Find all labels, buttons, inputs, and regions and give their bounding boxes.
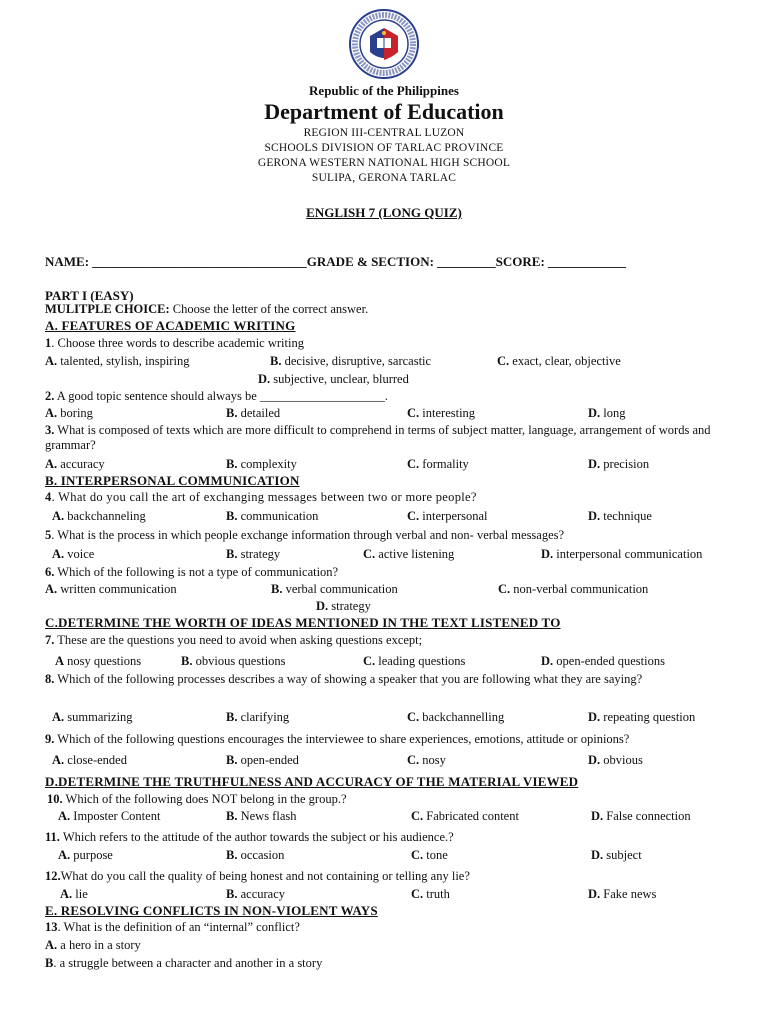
section-e-heading: E. RESOLVING CONFLICTS IN NON-VIOLENT WAYS <box>45 903 378 918</box>
question-9: 9. Which of the following questions encourages the interviewee to share experiences, emotions, attitude or opinions? <box>45 732 630 746</box>
q1-option-b[interactable]: B. decisive, disruptive, sarcastic <box>270 354 432 368</box>
q10-option-c[interactable]: C. Fabricated content <box>411 809 519 823</box>
q2-option-d[interactable]: D. long <box>588 406 626 420</box>
score-field[interactable]: SCORE: ____________ <box>495 254 627 269</box>
quiz-title: ENGLISH 7 (LONG QUIZ) <box>306 205 462 220</box>
section-d-heading: D.DETERMINE THE TRUTHFULNESS AND ACCURACY OF THE MATERIAL VIEWED <box>45 774 579 789</box>
q13-option-a[interactable]: A. a hero in a story <box>45 938 141 952</box>
question-8: 8. Which of the following processes describes a way of showing a speaker that you are following what they are saying? <box>45 672 643 686</box>
q1-option-a[interactable]: A. talented, stylish, inspiring <box>45 354 190 368</box>
question-7: 7. These are the questions you need to avoid when asking questions except; <box>45 633 423 647</box>
q5-option-b[interactable]: B. strategy <box>226 547 281 561</box>
q13-option-b[interactable]: B. a struggle between a character and another in a story <box>45 956 323 970</box>
section-c-heading: C.DETERMINE THE WORTH OF IDEAS MENTIONED IN THE TEXT LISTENED TO <box>45 615 561 630</box>
q3-option-d[interactable]: D. precision <box>588 457 650 471</box>
question-3: 3. What is composed of texts which are more difficult to comprehend in terms of subject matter, language, arrangement of words and grammar? <box>45 423 711 452</box>
q11-option-a[interactable]: A. purpose <box>58 848 113 862</box>
q1-option-c[interactable]: C. exact, clear, objective <box>497 354 621 368</box>
question-5: 5. What is the process in which people exchange information through verbal and non- verbal messages? <box>45 528 565 542</box>
q12-option-b[interactable]: B. accuracy <box>226 887 285 901</box>
q5-option-d[interactable]: D. interpersonal communication <box>541 547 703 561</box>
q2-option-a[interactable]: A. boring <box>45 406 93 420</box>
q6-option-b[interactable]: B. verbal communication <box>271 582 398 596</box>
q5-option-a[interactable]: A. voice <box>52 547 95 561</box>
q5-option-c[interactable]: C. active listening <box>363 547 455 561</box>
q7-option-b[interactable]: B. obvious questions <box>181 654 286 668</box>
question-2: 2. A good topic sentence should always be ____________________. <box>45 389 389 403</box>
q9-option-b[interactable]: B. open-ended <box>226 753 299 767</box>
q4-option-d[interactable]: D. technique <box>588 509 652 523</box>
division-line: SCHOOLS DIVISION OF TARLAC PROVINCE <box>264 142 504 154</box>
mc-label: MULITPLE CHOICE: <box>45 302 170 316</box>
q4-option-c[interactable]: C. interpersonal <box>407 509 488 523</box>
q7-option-a[interactable]: A nosy questions <box>55 654 142 668</box>
school-line: GERONA WESTERN NATIONAL HIGH SCHOOL <box>257 157 511 169</box>
q2-option-c[interactable]: C. interesting <box>407 406 476 420</box>
q2-option-b[interactable]: B. detailed <box>226 406 281 420</box>
question-4: 4. What do you call the art of exchanging messages between two or more people? <box>45 490 477 504</box>
name-field[interactable]: NAME: _________________________________ <box>45 254 307 269</box>
q12-option-d[interactable]: D. Fake news <box>588 887 657 901</box>
q6-option-a[interactable]: A. written communication <box>45 582 177 596</box>
q10-option-a[interactable]: A. Imposter Content <box>58 809 161 823</box>
mc-instruction-line <box>45 302 368 317</box>
q6-option-c[interactable]: C. non-verbal communication <box>498 582 649 596</box>
question-1: 1. Choose three words to describe academic writing <box>45 336 304 350</box>
q4-option-a[interactable]: A. backchanneling <box>52 509 146 523</box>
section-b-heading: B. INTERPERSONAL COMMUNICATION <box>45 473 300 488</box>
q11-option-d[interactable]: D. subject <box>591 848 642 862</box>
student-info-line <box>45 254 626 269</box>
region-line: REGION III-CENTRAL LUZON <box>303 127 465 139</box>
address-line: SULIPA, GERONA TARLAC <box>311 172 457 184</box>
republic-heading: Republic of the Philippines <box>309 83 459 98</box>
q3-option-b[interactable]: B. complexity <box>226 457 297 471</box>
q8-option-d[interactable]: D. repeating question <box>588 710 696 724</box>
q12-option-a[interactable]: A. lie <box>60 887 88 901</box>
q3-option-a[interactable]: A. accuracy <box>45 457 105 471</box>
mc-instruction: Choose the letter of the correct answer. <box>172 302 369 316</box>
q11-option-c[interactable]: C. tone <box>411 848 448 862</box>
q6-option-d[interactable]: D. strategy <box>316 599 371 613</box>
question-12: 12.What do you call the quality of being honest and not containing or telling any lie? <box>45 869 470 883</box>
q8-option-c[interactable]: C. backchannelling <box>407 710 505 724</box>
q8-option-b[interactable]: B. clarifying <box>226 710 290 724</box>
q12-option-c[interactable]: C. truth <box>411 887 450 901</box>
grade-section-field[interactable]: GRADE & SECTION: _________ <box>306 254 496 269</box>
q9-option-a[interactable]: A. close-ended <box>52 753 127 767</box>
question-6: 6. Which of the following is not a type of communication? <box>45 565 339 579</box>
q10-option-d[interactable]: D. False connection <box>591 809 691 823</box>
q1-option-d[interactable]: D. subjective, unclear, blurred <box>258 372 409 386</box>
q10-option-b[interactable]: B. News flash <box>226 809 297 823</box>
question-10: 10. Which of the following does NOT belong in the group.? <box>47 792 347 806</box>
q4-option-b[interactable]: B. communication <box>226 509 319 523</box>
q3-option-c[interactable]: C. formality <box>407 457 469 471</box>
deped-seal-icon <box>348 8 420 80</box>
question-11: 11. Which refers to the attitude of the author towards the subject or his audience.? <box>45 830 454 844</box>
q9-option-c[interactable]: C. nosy <box>407 753 446 767</box>
part-title: PART I (EASY) <box>45 288 134 303</box>
q9-option-d[interactable]: D. obvious <box>588 753 643 767</box>
section-a-heading: A. FEATURES OF ACADEMIC WRITING <box>45 318 296 333</box>
question-13: 13. What is the definition of an “internal” conflict? <box>45 920 300 934</box>
q11-option-b[interactable]: B. occasion <box>226 848 285 862</box>
q7-option-d[interactable]: D. open-ended questions <box>541 654 665 668</box>
q7-option-c[interactable]: C. leading questions <box>363 654 466 668</box>
q8-option-a[interactable]: A. summarizing <box>52 710 133 724</box>
department-heading: Department of Education <box>264 99 504 124</box>
